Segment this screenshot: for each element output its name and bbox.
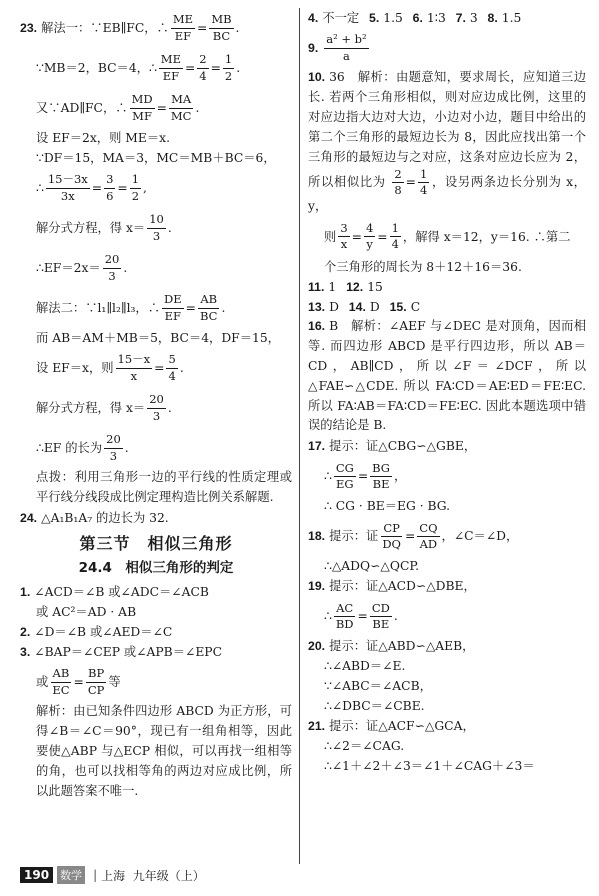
fraction: $\frac{AB}{BC}$ [199,292,218,323]
q9: 9. $\frac{\text{a² + b²}}{a}$ [308,32,367,63]
fraction: $\frac{5}{4}$ [168,352,176,383]
q18-line1: 18. 提示：证 $\frac{CP}{DQ}$ = $\frac{CQ}{AD}$ ，∠C＝∠D， [308,520,519,551]
fraction: $\frac{20}{3}$ [106,432,121,463]
fraction: $\frac{MD}{MF}$ [131,92,153,123]
q3-explanation: 解析：由已知条件四边形 ABCD 为正方形，可得∠B＝∠C＝90°，现已有一组角相等，因此要使△ABP 与△ECP 相似，可以再找一组相等的角，也可以找相等角的两边对应成比例，所以此题答案不唯一. [36,704,292,798]
q23-line12: 解分式方程，得 x＝ $\frac{20}{3}$ . [36,392,172,423]
q23-line11: 设 EF＝x，则 $\frac{15-x}{x}$ = $\frac{5}{4}$ . [36,352,184,383]
fraction: $\frac{ME}{EF}$ [172,12,193,43]
q23-line8: ∴EF＝2x＝ $\frac{20}{3}$ . [36,252,128,283]
q20-line1: 20. 提示：证△ABD∽△AEB， [308,639,475,654]
fraction: $\frac{3}{x}$ [340,221,348,252]
fraction: $\frac{CQ}{AD}$ [419,520,438,551]
fraction: $\frac{AC}{BD}$ [335,600,354,631]
footer-separator: | [93,868,98,882]
right-column [308,8,586,776]
fraction: $\frac{CD}{BE}$ [371,600,390,631]
fraction: $\frac{15-x}{x}$ [117,352,151,383]
q10-line-fractions: 则 $\frac{3}{x}$ = $\frac{4}{y}$ = $\frac{1}{4}$ ，解得 x＝12，y＝16. ∴第二 [324,221,571,252]
fraction: $\frac{DE}{EF}$ [164,292,182,323]
q10-line-last: 个三角形的周长为 8＋12＋16＝36. [324,259,522,274]
footer-grade: 九年级（上） [132,868,205,883]
subsection-title: 24.4 相似三角形的判定 [78,559,234,576]
q21-line3: ∴∠1＋∠2＋∠3＝∠1＋∠CAG＋∠3＝ [324,759,535,774]
q24: 24. △A₁B₁A₇ 的边长为 32. [20,510,169,525]
fraction: $\frac{20}{3}$ [149,392,164,423]
fraction: $\frac{4}{y}$ [365,221,374,252]
q17-line3: ∴ CG · BE＝EG · BG. [324,499,451,514]
q23-line1: 23. 解法一：∵EB∥FC，∴ $\frac{ME}{EF}$ = $\frac{MB}{BC}$ . [20,12,240,43]
q18-line2: ∴△ADQ∽△QCP. [324,559,420,574]
q1-line2: 或 AC²＝AD · AB [36,604,137,619]
page-number: 190 [20,867,53,883]
q19-line1: 19. 提示：证△ACD∽△DBE， [308,579,476,594]
answers-13-15: 13. D 14. D 15. C [308,299,421,314]
q23-line9: 解法二：∵l₁∥l₂∥l₃，∴ $\frac{DE}{EF}$ = $\frac{AB}{BC}$ . [36,292,226,323]
q17-line2: ∴ $\frac{CG}{EG}$ = $\frac{BG}{BE}$ ， [324,460,407,491]
fraction: $\frac{ME}{EF}$ [160,52,181,83]
section-title: 第三节 相似三角形 [79,533,233,553]
fraction: $\frac{AB}{EC}$ [52,666,70,697]
q3-line1: 3. ∠BAP＝∠CEP 或∠APB＝∠EPC [20,644,222,659]
answers-11-12: 11. 1 12. 15 [308,279,383,294]
fraction: $\frac{MB}{BC}$ [211,12,232,43]
q2: 2. ∠D＝∠B 或∠AED＝∠C [20,624,173,639]
answers-4-8: 4. 不一定 5. 1.5 6. 1∶3 7. 3 8. 1.5 [308,10,522,25]
q3-line2: 或 $\frac{AB}{EC}$ = $\frac{BP}{CP}$ 等 [36,666,121,697]
fraction: $\frac{1}{4}$ [419,166,428,197]
fraction: $\frac{1}{2}$ [131,172,140,203]
q23-tip: 点拨：利用三角形一边的平行线的性质定理或平行线分线段成比例定理构造比例关系解题. [36,470,292,504]
fraction: $\frac{CP}{DQ}$ [382,520,401,551]
page-footer [20,866,205,884]
fraction: $\frac{10}{3}$ [149,212,164,243]
q17-line1: 17. 提示：证△CBG∽△GBE， [308,439,477,454]
q23-number: 23. [20,20,38,35]
q20-line4: ∴∠DBC＝∠CBE. [324,699,425,714]
q19-line2: ∴ $\frac{AC}{BD}$ = $\frac{CD}{BE}$ . [324,600,398,631]
fraction: $\frac{BG}{BE}$ [372,460,390,491]
q20-line2: ∴∠ABD＝∠E. [324,659,406,674]
fraction: $\frac{1}{2}$ [224,52,233,83]
q23-line6: ∴ $\frac{15-3x}{3x}$ = $\frac{3}{6}$ = $\frac{1}{2}$ , [36,172,147,203]
q23-line7: 解分式方程，得 x＝ $\frac{10}{3}$ . [36,212,172,243]
fraction: $\frac{20}{3}$ [104,252,120,283]
column-divider [299,8,300,864]
q23-line5: ∵DF＝15，MA＝3，MC＝MB＋BC＝6， [36,150,276,165]
q23-line10: 而 AB＝AM＋MB＝5，BC＝4，DF＝15， [36,330,280,345]
left-column [20,8,292,802]
q10-text: 10. 36 解析：由题意知，要求周长，应知道三边长. 若两个三角形相似，则对应边成比例，这里的对应边指大边对大边，小边对小边，题目中给出的第二个三角形的最短边长为 8，因此应找出第一个三角形的最短边与之对应，这条对应边长应为 2，所以相似比为 $\frac{2}{8}$ = $\frac{1}{4}$ ，设另两条边长分别为 x，y， [308,70,586,213]
fraction: $\frac{BP}{CP}$ [87,666,105,697]
q16-text: 16. B 解析：∠AEF 与∠DEC 是对顶角，因而相等. 而四边形 ABCD 是平行四边形，所以 AB＝CD，AB∥CD，所以∠F＝∠DCF，所以△FAE∽△CDE. 所以 FA∶CD＝AE∶ED＝FE∶EC. 所以 FA∶AB＝FA∶CD＝FE∶EC. 因此本题选项中错误的结论是 B. [308,318,586,433]
fraction: $\frac{3}{6}$ [106,172,114,203]
q23-line13: ∴EF 的长为 $\frac{20}{3}$ . [36,432,129,463]
fraction: $\frac{CG}{EG}$ [335,460,354,491]
fraction: $\frac{2}{8}$ [394,166,402,197]
q21-line2: ∴∠2＝∠CAG. [324,739,405,754]
fraction: $\frac{MA}{MC}$ [170,92,192,123]
fraction: $\frac{15-3x}{3x}$ [47,172,88,203]
q21-line1: 21. 提示：证△ACF∽△GCA， [308,719,475,734]
q20-line3: ∵∠ABC＝∠ACB， [324,679,432,694]
q23-line2: ∵MB＝2，BC＝4，∴ $\frac{ME}{EF}$ = $\frac{2}{4}$ = $\frac{1}{2}$ . [36,52,241,83]
q23-line3: 又∵AD∥FC，∴ $\frac{MD}{MF}$ = $\frac{MA}{MC}$ . [36,92,200,123]
fraction: $\frac{\text{a² + b²}}{a}$ [326,32,367,63]
fraction: $\frac{2}{4}$ [199,52,207,83]
subject-badge: 数学 [57,866,85,884]
q1-line1: 1. ∠ACD＝∠B 或∠ADC＝∠ACB [20,584,209,599]
fraction: $\frac{1}{4}$ [391,221,399,252]
footer-region: 上海 [101,868,126,883]
q23-line4: 设 EF＝2x，则 ME＝x. [36,130,170,145]
